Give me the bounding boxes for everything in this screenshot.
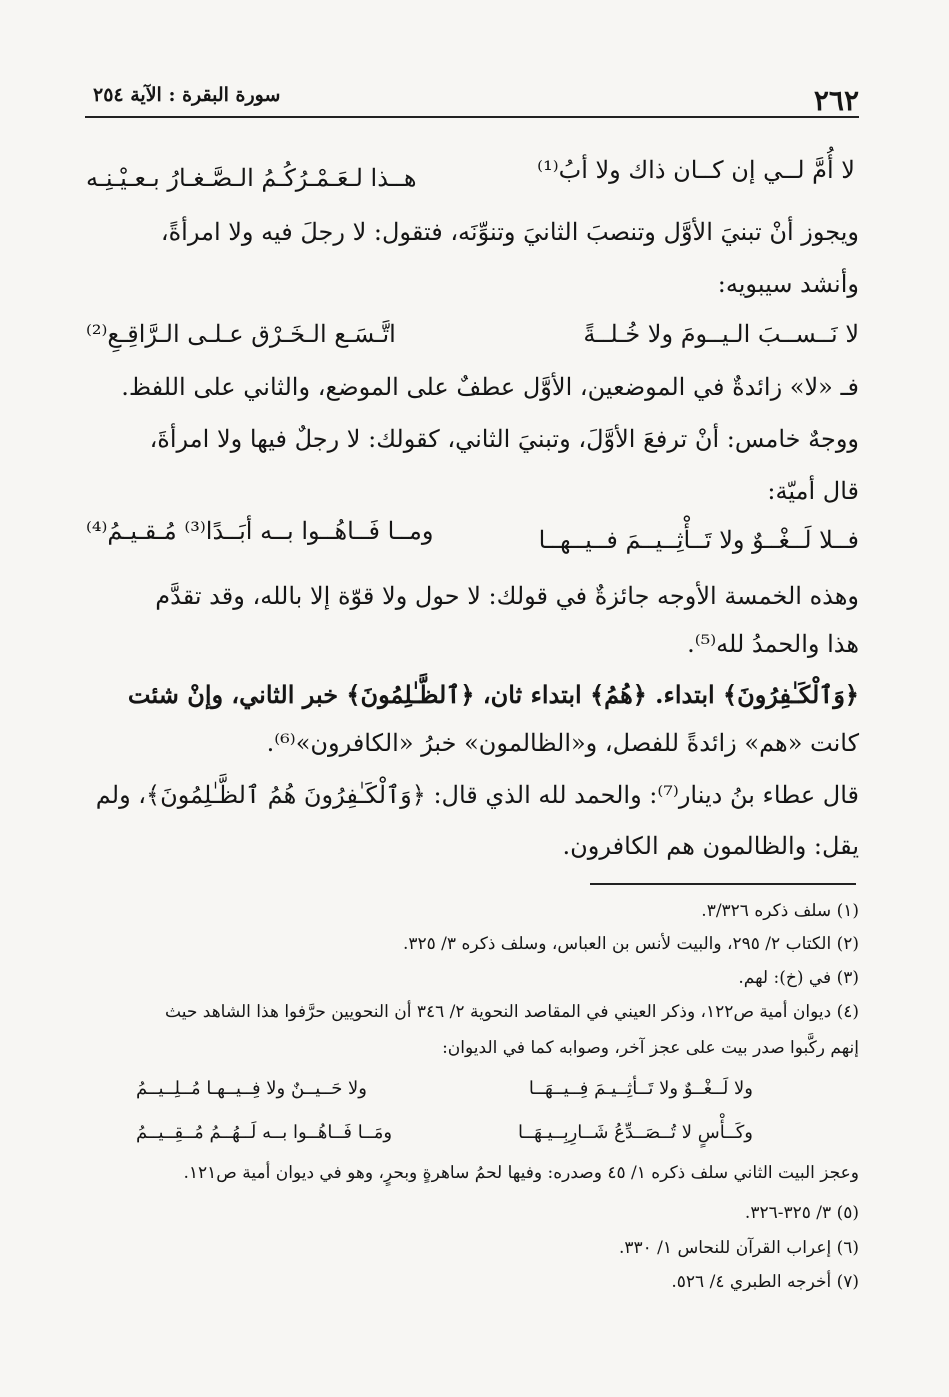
- footnote-separator: [590, 883, 856, 885]
- footnote-4-verse2-right: وكَــأْسٍ لا تُــصَــدِّعُ شَــارِبِــيـهَــا: [518, 1122, 753, 1143]
- paragraph5-line1: ﴿وَٱلْكَـٰفِرُونَ﴾ ابتداء. ﴿هُمُ﴾ ابتداء ثان، ﴿ٱلظَّـٰلِمُونَ﴾ خبر الثاني، وإنْ شئت: [127, 680, 859, 709]
- footnote-3: (٣) في (خ): لهم.: [738, 968, 859, 988]
- paragraph1-line2: وأنشد سيبويه:: [717, 270, 859, 298]
- paragraph1-line1: ويجوز أنْ تبنيَ الأوَّل وتنصبَ الثانيَ وتنوِّنَه، فتقول: لا رجلَ فيه ولا امرأةً،: [160, 218, 859, 246]
- paragraph4-line1: وهذه الخمسة الأوجه جائزةٌ في قولك: لا حول ولا قوّة إلا بالله، وقد تقدَّم: [155, 582, 859, 610]
- footnote-7: (٧) أخرجه الطبري ٤/ ٥٢٦.: [671, 1272, 859, 1292]
- verse1-right-hemistich: لا أُمَّ لــي إن كــان ذاك ولا أبُ⁽¹⁾: [537, 156, 855, 184]
- footnote-4-line3: وعجز البيت الثاني سلف ذكره ١/ ٤٥ وصدره: وفيها لحمُ ساهرةٍ وبحرٍ، وهو في ديوان أمية ص١٢١.: [183, 1163, 859, 1183]
- verse3-left-hemistich: ومــا فَــاهُــوا بــه أبَــدًا⁽³⁾ مُـقـيـمُ⁽⁴⁾: [86, 517, 434, 545]
- footnote-4-verse1-left: ولا حَــيــنٌ ولا فِــيــهـا مُــلِــيــمُ: [136, 1078, 367, 1099]
- footnote-5: (٥) ٣/ ٣٢٥-٣٢٦.: [744, 1203, 859, 1223]
- paragraph6-line1: قال عطاء بنُ دينار⁽⁷⁾: والحمد لله الذي قال: ﴿وَٱلْكَـٰفِرُونَ هُمُ ٱلظَّـٰلِمُونَ﴾، ولم: [95, 781, 859, 809]
- paragraph4-line2: هذا والحمدُ لله⁽⁵⁾.: [687, 630, 859, 658]
- page-number: ٢٦٢: [813, 84, 859, 117]
- footnote-4-verse2-left: ومَــا فَــاهُــوا بــه لَــهُــمُ مُــقِــيــمُ: [136, 1122, 393, 1143]
- footnote-6: (٦) إعراب القرآن للنحاس ١/ ٣٣٠.: [618, 1238, 859, 1258]
- footnote-4-line2: إنهم ركَّبوا صدر بيت على عجز آخر، وصوابه كما في الديوان:: [442, 1038, 859, 1058]
- verse2-left-hemistich: اتَّـسَـع الـخَـرْق عـلـى الـرَّاقِـعِ⁽²⁾: [86, 320, 396, 348]
- verse1-left-hemistich: هــذا لـعَـمْـرُكُـمُ الـصَّـغـارُ بـعـيْـنِـه: [86, 164, 417, 192]
- paragraph6-line2: يقل: والظالمون هم الكافرون.: [562, 832, 859, 860]
- footnote-2: (٢) الكتاب ٢/ ٢٩٥، والبيت لأنس بن العباس، وسلف ذكره ٣/ ٣٢٥.: [402, 934, 859, 954]
- paragraph3-line2: قال أميّة:: [767, 477, 859, 505]
- footnote-4-verse1-right: ولا لَــغْــوٌ ولا تَــأثِــيـمَ فِــيــهَــا: [528, 1078, 753, 1099]
- verse2-right-hemistich: لا نَــســبَ الـيــومَ ولا خُـلــةً: [583, 320, 859, 348]
- verse3-right-hemistich: فــلا لَــغْــوٌ ولا تَــأْثِــيــمَ فــيــهــا: [538, 526, 859, 554]
- paragraph5-line2: كانت «هم» زائدةً للفصل، و«الظالمون» خبرُ «الكافرون»⁽⁶⁾.: [266, 729, 859, 757]
- paragraph3-line1: ووجهٌ خامس: أنْ ترفعَ الأوَّلَ، وتبنيَ الثاني، كقولك: لا رجلٌ فيها ولا امرأةَ،: [149, 425, 859, 453]
- running-title: سورة البقرة : الآية ٢٥٤: [93, 84, 281, 106]
- footnote-1: (١) سلف ذكره ٣/٣٢٦.: [701, 901, 859, 921]
- page-header: [85, 78, 859, 118]
- paragraph2-line1: فـ «لا» زائدةٌ في الموضعين، الأوَّل عطفٌ على الموضع، والثاني على اللفظ.: [121, 373, 859, 401]
- footnote-4-line1: (٤) ديوان أمية ص١٢٢، وذكر العيني في المقاصد النحوية ٢/ ٣٤٦ أن النحويين حرَّفوا هذا الشاهد حيث: [165, 1002, 859, 1022]
